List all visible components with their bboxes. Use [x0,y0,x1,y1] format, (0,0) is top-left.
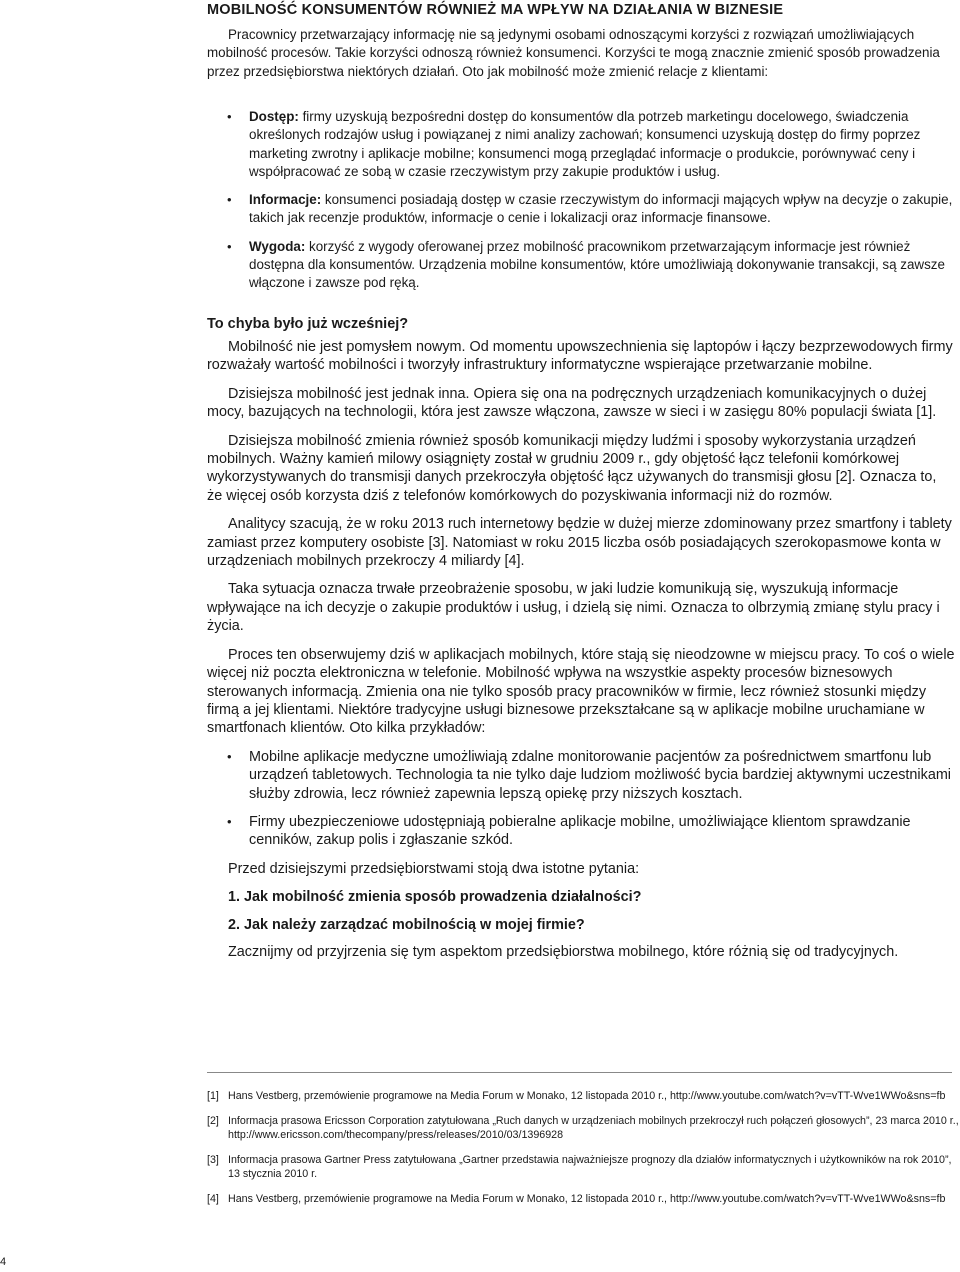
list-item [207,108,957,181]
footnote [207,1089,960,1103]
numbered-question: 1. Jak mobilność zmienia sposób prowadzenia działalności? [228,889,642,906]
footnote-ref: [3] [207,1154,219,1166]
list-item [207,191,957,228]
footnote-divider [207,1072,952,1073]
footnote-text: Informacja prasowa Gartner Press zatytułowana „Gartner przedstawia najważniejsze prognozy dla działów informatycznych i użytkowników na rok 2010”, 13 stycznia 2010 r. [228,1154,952,1180]
footnotes [207,1072,960,1217]
footnote-text: Hans Vestberg, przemówienie programowe na Media Forum w Monako, 12 listopada 2010 r., http://www.youtube.com/watch?v=vTT-Wve1WWo&sns=fb [228,1193,946,1205]
numbered-question: 2. Jak należy zarządzać mobilnością w mojej firmie? [228,916,585,933]
paragraph: Dzisiejsza mobilność zmienia również sposób komunikacji między ludźmi i sposoby wykorzystania urządzeń mobilnych. Ważny kamień milowy osiągnięty został w grudniu 2009 r., gdy objętość łącz telefonii komórkowej wykorzystywanych do transmisji danych przekroczyła objętość łącz używanych do transmisji głosu [2]. Oznacza to, że więcej osób korzysta dziś z telefonów komórkowych do pozyskiwania informacji niż do rozmów. [207,432,937,504]
questions-intro: Przed dzisiejszymi przedsiębiorstwami stoją dwa istotne pytania: [228,860,640,877]
bullet-text: korzyść z wygody oferowanej przez mobilność pracownikom przetwarzającym informacje jest również dostępna dla konsumentów. Urządzenia mobilne konsumentów, które umożliwiają dokonywanie transakcji, są zawsze włączone i zawsze pod ręką. [249,238,945,291]
bullet-term: Informacje: [249,192,322,208]
footnote-ref: [4] [207,1193,219,1205]
question-heading: To chyba było już wcześniej? [207,316,409,332]
list-item [207,813,955,850]
paragraph: Taka sytuacja oznacza trwałe przeobrażenie sposobu, w jaki ludzie komunikują się, wyszukują informacje wpływające na ich decyzje o zakupie produktów i usług, i dzielą się nimi. Oznacza to olbrzymią zmianę stylu pracy i życia. [207,581,940,635]
list-item [207,238,957,293]
footnote [207,1192,960,1206]
footnote [207,1114,960,1142]
body-text [207,338,955,971]
examples-list [207,748,955,850]
intro-text: Pracownicy przetwarzający informację nie są jedynymi osobami odnoszącymi korzyści z rozwiązań umożliwiających mobilność procesów. Takie korzyści odnoszą również konsumenci. Korzyści te mogą znacznie zmienić sposób prowadzenia przez przedsiębiorstwa niektórych działań. Oto jak mobilność może zmienić relacje z klientami: [207,27,940,79]
footnote-text: Informacja prasowa Ericsson Corporation zatytułowana „Ruch danych w urządzeniach mobilnych przekroczył ruch połączeń głosowych”, 23 marca 2010 r., http://www.ericsson.com/thecompany/press/releases/2010/03/1396928 [228,1115,959,1141]
bullet-term: Wygoda: [249,238,306,254]
paragraph: Dzisiejsza mobilność jest jednak inna. Opiera się ona na podręcznych urządzeniach komunikacyjnych o dużej mocy, bazujących na technologii, która jest zawsze włączona, zawsze w sieci i w zasięgu 80% populacji świata [1]. [207,385,937,421]
footnote-ref: [1] [207,1090,219,1102]
bullet-icon: • [227,748,232,764]
bullet-term: Dostęp: [249,109,299,124]
benefits-list [207,108,957,303]
list-item [207,748,955,803]
page-number: 4 [0,1256,7,1268]
paragraph: Mobilność nie jest pomysłem nowym. Od momentu upowszechnienia się laptopów i łączy bezprzewodowych firmy rozważały wartość mobilności i tworzyły infrastruktury informatyczne wspierające przetwarzanie mobilne. [207,339,953,374]
section-title: MOBILNOŚĆ KONSUMENTÓW RÓWNIEŻ MA WPŁYW NA DZIAŁANIA W BIZNESIE [207,2,784,18]
footnote-ref: [2] [207,1115,219,1127]
closing-paragraph: Zacznijmy od przyjrzenia się tym aspektom przedsiębiorstwa mobilnego, które różnią się od tradycyjnych. [228,943,899,960]
bullet-text: firmy uzyskują bezpośredni dostęp do konsumentów dla potrzeb marketingu docelowego, świadczenia określonych rodzajów usług i powiązanej z nimi analizy zachowań; konsumenci uzyskują dostęp do firmy poprzez marketing zwrotny i aplikacje mobilne; konsumenci mogą przeglądać informacje o produkcie, porównywać ceny i współpracować ze sobą w czasie rzeczywistym przy zakupie produktów i usług. [249,109,921,179]
bullet-icon: • [227,109,232,124]
intro-paragraph [207,26,957,81]
bullet-icon: • [227,238,232,254]
footnote [207,1153,960,1181]
example-text: Mobilne aplikacje medyczne umożliwiają zdalne monitorowanie pacjentów za pośrednictwem smartfonu lub urządzeń tabletowych. Technologia ta nie tylko daje ludziom możliwość bycia bardziej aktywnymi uczestnikami służby zdrowia, lecz również zapewnia lepszą opiekę przy niższych kosztach. [249,748,952,802]
paragraph: Analitycy szacują, że w roku 2013 ruch internetowy będzie w dużej mierze zdominowany przez smartfony i tablety zamiast przez komputery osobiste [3]. Natomiast w roku 2015 liczba osób posiadających szerokopasmowe konta w urządzeniach mobilnych przekroczy 4 miliardy [4]. [207,516,952,570]
bullet-icon: • [227,192,232,208]
bullet-text: konsumenci posiadają dostęp w czasie rzeczywistym do informacji mających wpływ na decyzje o zakupie, takich jak recenzje produktów, informacje o cenie i lokalizacji oraz informacje finansowe. [249,192,953,226]
bullet-icon: • [227,813,232,829]
example-text: Firmy ubezpieczeniowe udostępniają pobieralne aplikacje mobilne, umożliwiające klientom sprawdzanie cenników, zakup polis i zgłaszanie szkód. [249,813,911,849]
paragraph: Proces ten obserwujemy dziś w aplikacjach mobilnych, które stają się nieodzowne w miejscu pracy. To coś o wiele więcej niż poczta elektroniczna w telefonie. Mobilność wpływa na wszystkie aspekty procesów biznesowych sterowanych informacją. Zmienia ona nie tylko sposób pracy pracowników w firmie, lecz również stosunki między firmą a jej klientami. Niektóre tradycyjne usługi biznesowe przekształcane są w aplikacje mobilne uruchamiane w smartfonach klientów. Oto kilka przykładów: [207,646,955,737]
footnote-text: Hans Vestberg, przemówienie programowe na Media Forum w Monako, 12 listopada 2010 r., http://www.youtube.com/watch?v=vTT-Wve1WWo&sns=fb [228,1090,946,1102]
